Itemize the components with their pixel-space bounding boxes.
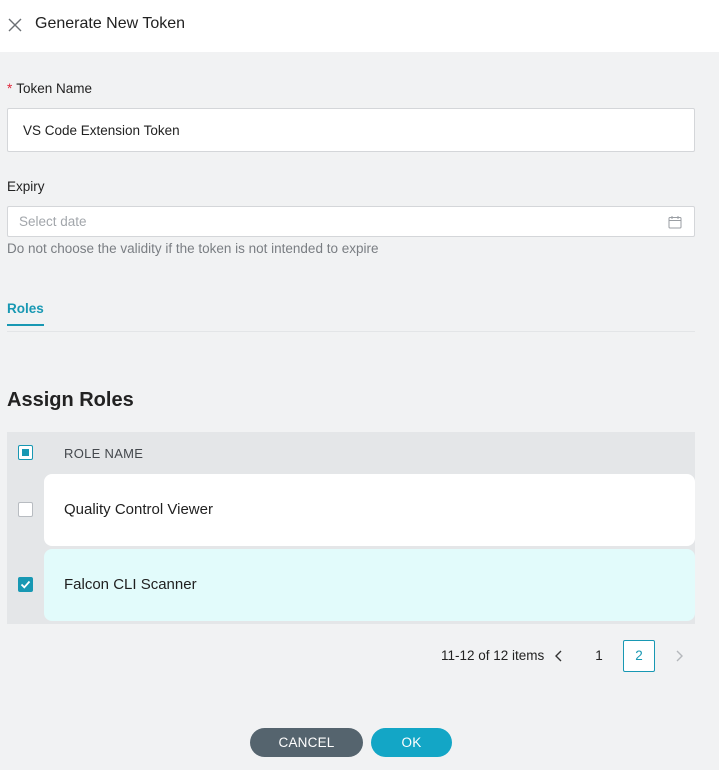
role-name-column-header: ROLE NAME xyxy=(64,446,144,461)
tab-divider xyxy=(7,331,695,332)
page-2-button[interactable]: 2 xyxy=(623,640,655,672)
expiry-date-picker[interactable] xyxy=(7,206,695,237)
cancel-button[interactable]: CANCEL xyxy=(250,728,363,757)
token-name-label-text: Token Name xyxy=(16,81,93,96)
dialog-header xyxy=(0,0,719,52)
table-row[interactable] xyxy=(44,474,695,546)
row-checkbox-quality-control-viewer[interactable] xyxy=(18,502,33,517)
chevron-left-icon[interactable] xyxy=(551,648,567,664)
token-name-label xyxy=(7,81,92,96)
required-mark: * xyxy=(7,81,13,96)
roles-table xyxy=(7,432,695,624)
role-name: Quality Control Viewer xyxy=(64,501,213,518)
pagination-summary: 11-12 of 12 items xyxy=(441,648,545,663)
page-1-button[interactable]: 1 xyxy=(595,648,603,663)
close-icon xyxy=(7,17,23,33)
select-all-checkbox[interactable] xyxy=(18,445,33,460)
table-row[interactable] xyxy=(44,549,695,621)
expiry-hint: Do not choose the validity if the token is not intended to expire xyxy=(7,241,379,256)
role-name: Falcon CLI Scanner xyxy=(64,576,197,593)
table-header xyxy=(7,432,695,474)
checkmark-icon xyxy=(20,579,31,590)
dialog-title: Generate New Token xyxy=(35,15,186,32)
token-name-input[interactable] xyxy=(7,108,695,152)
row-checkbox-falcon-cli-scanner[interactable] xyxy=(18,577,33,592)
expiry-date-input[interactable] xyxy=(8,207,648,236)
chevron-right-icon[interactable] xyxy=(671,648,687,664)
calendar-icon[interactable] xyxy=(668,215,682,229)
assign-roles-title: Assign Roles xyxy=(7,389,134,411)
ok-button[interactable]: OK xyxy=(371,728,452,757)
close-button[interactable] xyxy=(7,17,23,33)
tab-roles[interactable]: Roles xyxy=(7,301,44,326)
expiry-label: Expiry xyxy=(7,179,45,194)
